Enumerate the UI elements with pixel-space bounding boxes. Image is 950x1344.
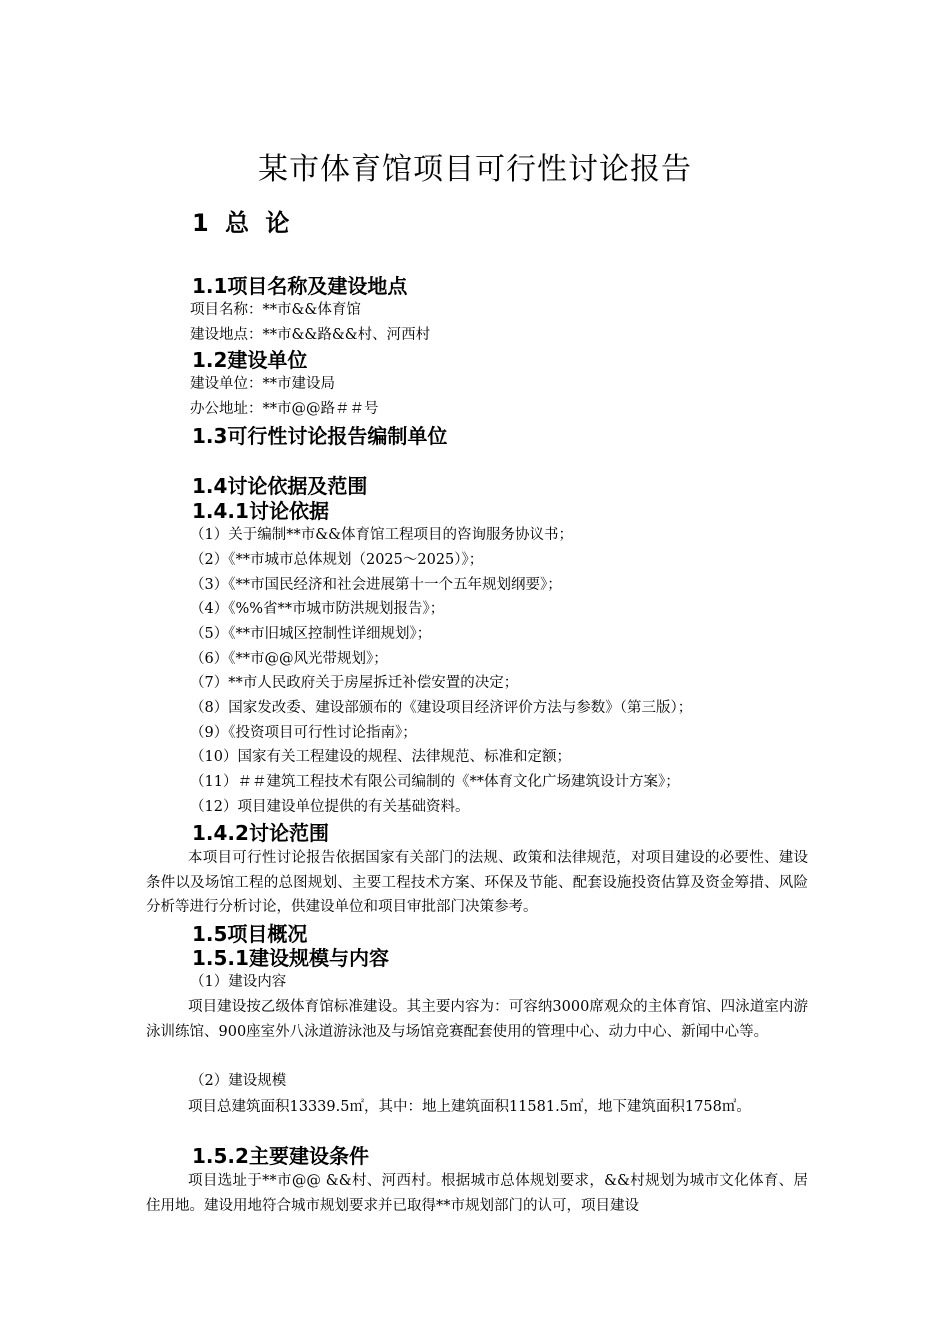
basis-item: （6）《**市@@风光带规划》；: [190, 651, 388, 667]
content-label: （1）建设内容: [190, 974, 287, 990]
conditions-paragraph: 项目选址于**市@@ &&村、河西村。根据城市总体规划要求，&&村规划为城市文化体育、居住用地。建设用地符合城市规划要求并已取得**市规划部门的认可，项目建设: [146, 1173, 808, 1214]
chapter-heading: 1 总 论: [192, 209, 290, 237]
basis-item: （11）＃＃建筑工程技术有限公司编制的《**体育文化广场建筑设计方案》；: [190, 774, 680, 790]
subsection-heading-1-5-2: 1.5.2主要建设条件: [192, 1144, 369, 1168]
basis-item: （2）《**市城市总体规划（2025～2025）》；: [190, 552, 484, 568]
subsection-heading-1-4-1: 1.4.1讨论依据: [192, 499, 329, 523]
subsection-heading-1-4-2: 1.4.2讨论范围: [192, 821, 329, 845]
section-heading-1-5: 1.5项目概况: [192, 922, 308, 946]
basis-item: （1）关于编制**市&&体育馆工程项目的咨询服务协议书；: [190, 527, 574, 543]
basis-item: （10）国家有关工程建设的规程、法律规范、标准和定额；: [190, 749, 571, 765]
scope-paragraph: 本项目可行性讨论报告依据国家有关部门的法规、政策和法律规范，对项目建设的必要性、建设条件以及场馆工程的总图规划、主要工程技术方案、环保及节能、配套设施投资估算及资金筹措、风险分析等进行分析讨论，供建设单位和项目审批部门决策参考。: [146, 850, 808, 915]
office-address-line: 办公地址：**市@@路＃＃号: [190, 401, 379, 417]
scale-label: （2）建设规模: [190, 1073, 287, 1089]
basis-item: （12）项目建设单位提供的有关基础资料。: [190, 799, 470, 815]
section-heading-1-3: 1.3可行性讨论报告编制单位: [192, 424, 448, 448]
builder-unit-line: 建设单位：**市建设局: [190, 376, 335, 392]
project-location-line: 建设地点：**市&&路&&村、河西村: [190, 327, 431, 343]
basis-item: （7）**市人民政府关于房屋拆迁补偿安置的决定；: [190, 675, 519, 691]
section-heading-1-1: 1.1项目名称及建设地点: [192, 274, 408, 298]
basis-item: （9）《投资项目可行性讨论指南》；: [190, 725, 417, 741]
section-heading-1-2: 1.2建设单位: [192, 348, 308, 372]
basis-item: （4）《%%省**市城市防洪规划报告》；: [190, 601, 445, 617]
section-heading-1-4: 1.4讨论依据及范围: [192, 474, 368, 498]
content-paragraph: 项目建设按乙级体育馆标准建设。其主要内容为：可容纳3000席观众的主体育馆、四泳道室内游泳训练馆、900座室外八泳道游泳池及与场馆竞赛配套使用的管理中心、动力中心、新闻中心等。: [146, 999, 808, 1040]
basis-item: （5）《**市旧城区控制性详细规划》；: [190, 626, 432, 642]
basis-item: （8）国家发改委、建设部颁布的《建设项目经济评价方法与参数》（第三版）；: [190, 700, 693, 716]
document-title: 某市体育馆项目可行性讨论报告: [258, 152, 692, 187]
subsection-heading-1-5-1: 1.5.1建设规模与内容: [192, 946, 389, 970]
basis-item: （3）《**市国民经济和社会进展第十一个五年规划纲要》；: [190, 577, 562, 593]
scale-paragraph: 项目总建筑面积13339.5㎡，其中：地上建筑面积11581.5㎡，地下建筑面积1758㎡。: [188, 1099, 751, 1115]
project-name-line: 项目名称：**市&&体育馆: [190, 302, 361, 318]
